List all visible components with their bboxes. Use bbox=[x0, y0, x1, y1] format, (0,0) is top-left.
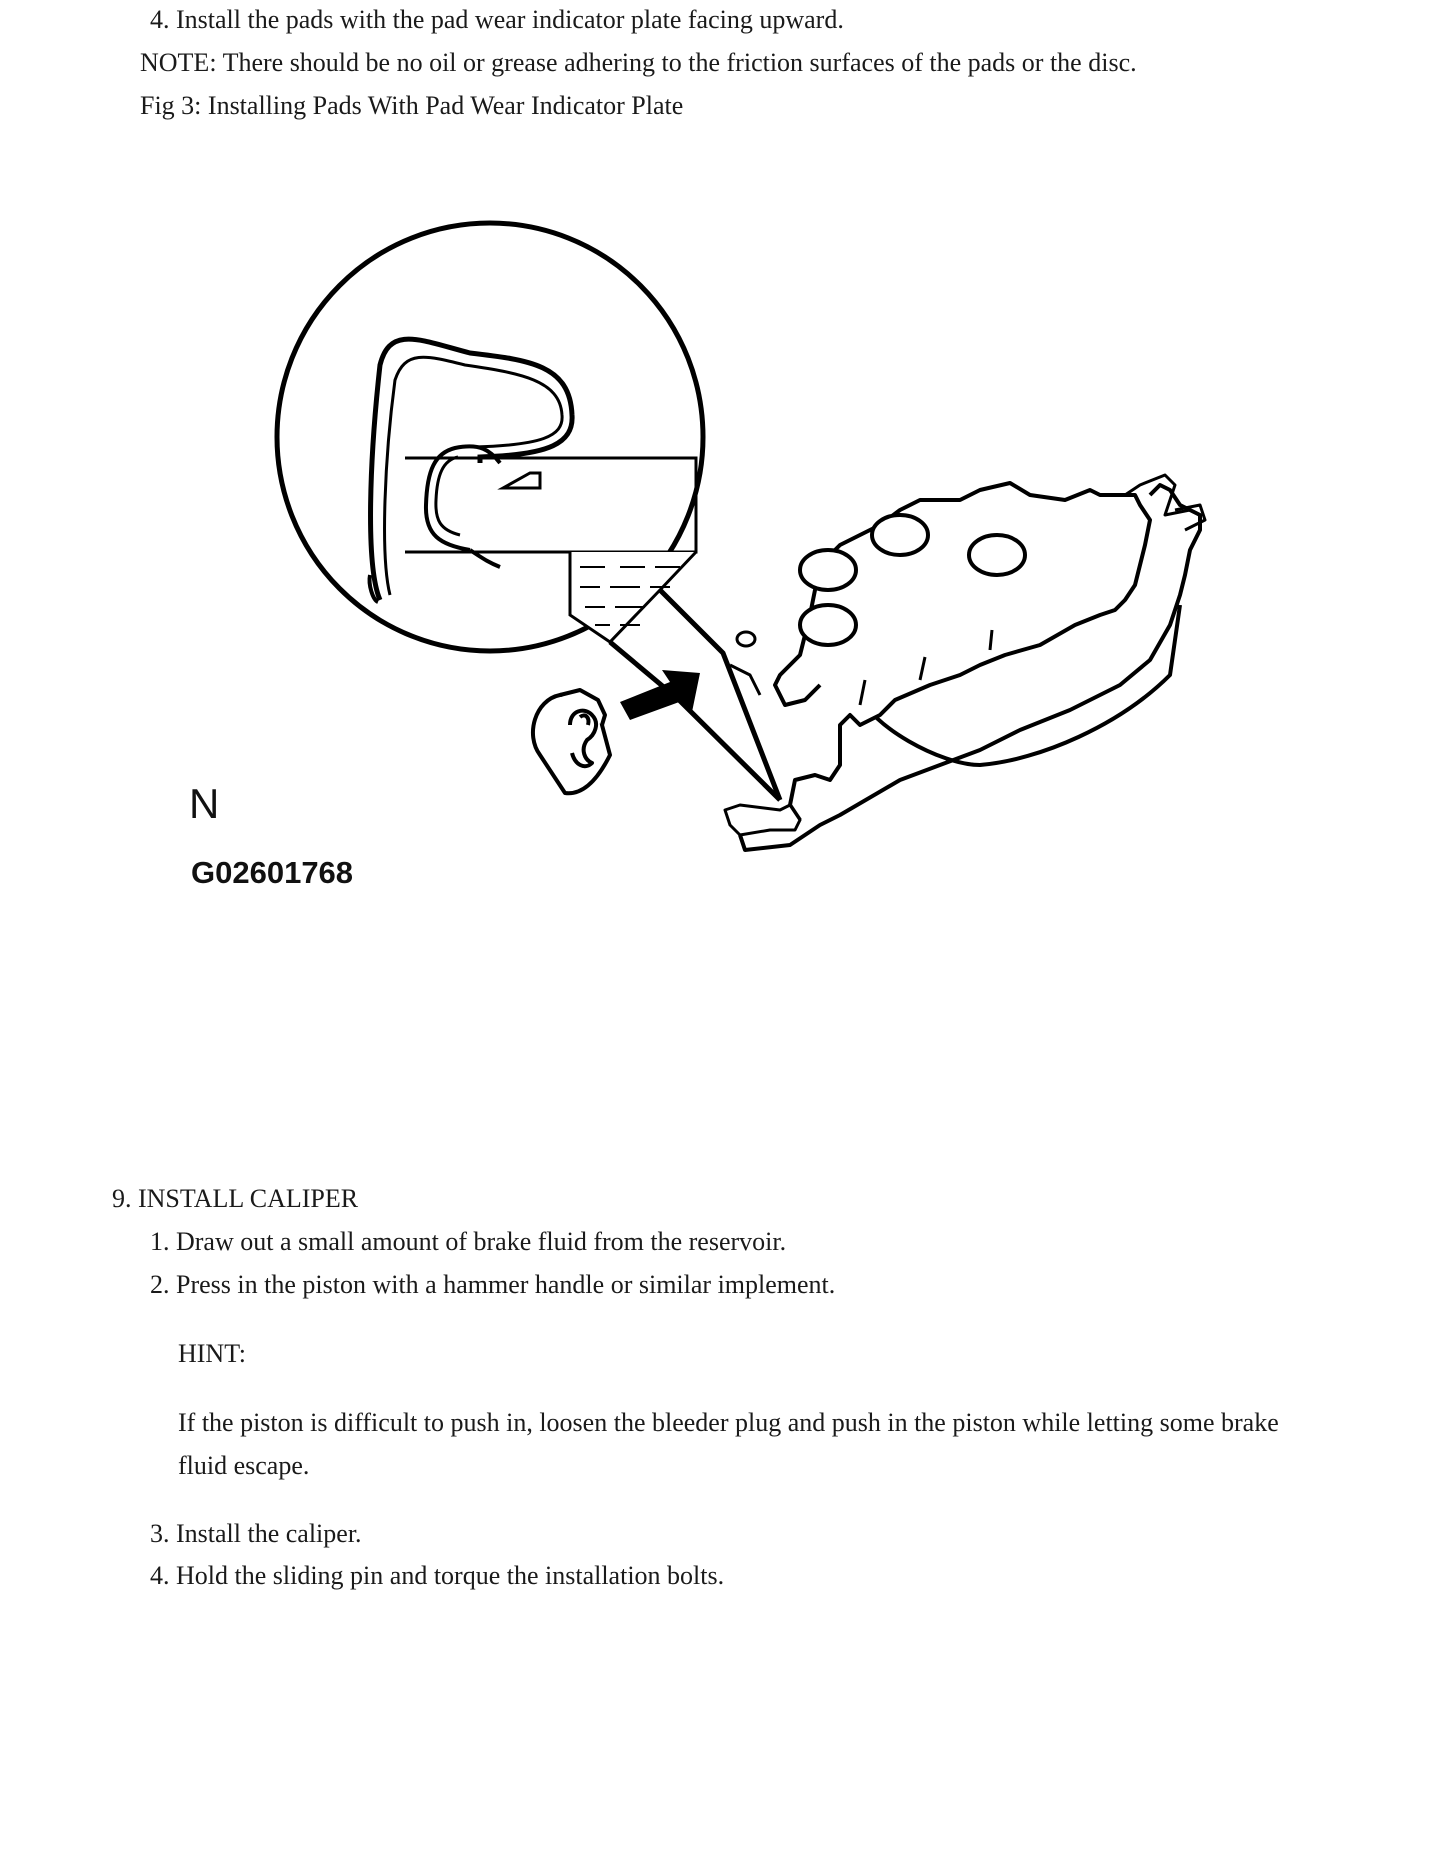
step-text: Press in the piston with a hammer handle or similar implement. bbox=[176, 1270, 836, 1299]
step-text: Hold the sliding pin and torque the installation bolts. bbox=[176, 1561, 725, 1590]
hint-text-line-1: If the piston is difficult to push in, loosen the bleeder plug and push in the piston while letting some brake bbox=[178, 1408, 1279, 1437]
section-step-1 bbox=[150, 1226, 786, 1257]
step-number: 4. bbox=[150, 1561, 170, 1590]
north-marker: N bbox=[189, 780, 220, 827]
step-number: 3. bbox=[150, 1519, 170, 1548]
step-number: 1. bbox=[150, 1227, 170, 1256]
step-number: 2. bbox=[150, 1270, 170, 1299]
section-step-4 bbox=[150, 1560, 724, 1591]
figure-illustration bbox=[140, 205, 1320, 1085]
step-text: Install the caliper. bbox=[176, 1519, 362, 1548]
step-4-pad-install bbox=[150, 4, 844, 35]
install-arrow-icon bbox=[620, 670, 700, 720]
section-step-2 bbox=[150, 1269, 835, 1300]
wear-indicator-plate-icon bbox=[533, 690, 610, 793]
note-text: NOTE: There should be no oil or grease adhering to the friction surfaces of the pads or the disc. bbox=[140, 48, 1137, 77]
step-text: Draw out a small amount of brake fluid from the reservoir. bbox=[176, 1227, 787, 1256]
hint-label: HINT: bbox=[178, 1339, 247, 1368]
hint-text-line-2: fluid escape. bbox=[178, 1451, 310, 1480]
magnified-clip-circle-icon bbox=[277, 223, 780, 800]
section-step-3 bbox=[150, 1518, 362, 1549]
figure-code: G02601768 bbox=[191, 855, 354, 890]
step-number: 4. bbox=[150, 5, 170, 34]
step-text: Install the pads with the pad wear indicator plate facing upward. bbox=[176, 5, 844, 34]
brake-pad-icon bbox=[725, 475, 1205, 850]
pad-install-diagram bbox=[140, 205, 1320, 1085]
figure-caption: Fig 3: Installing Pads With Pad Wear Indicator Plate bbox=[140, 91, 684, 120]
section-number: 9. bbox=[112, 1184, 132, 1213]
section-heading bbox=[112, 1183, 358, 1214]
section-title: INSTALL CALIPER bbox=[138, 1184, 359, 1213]
